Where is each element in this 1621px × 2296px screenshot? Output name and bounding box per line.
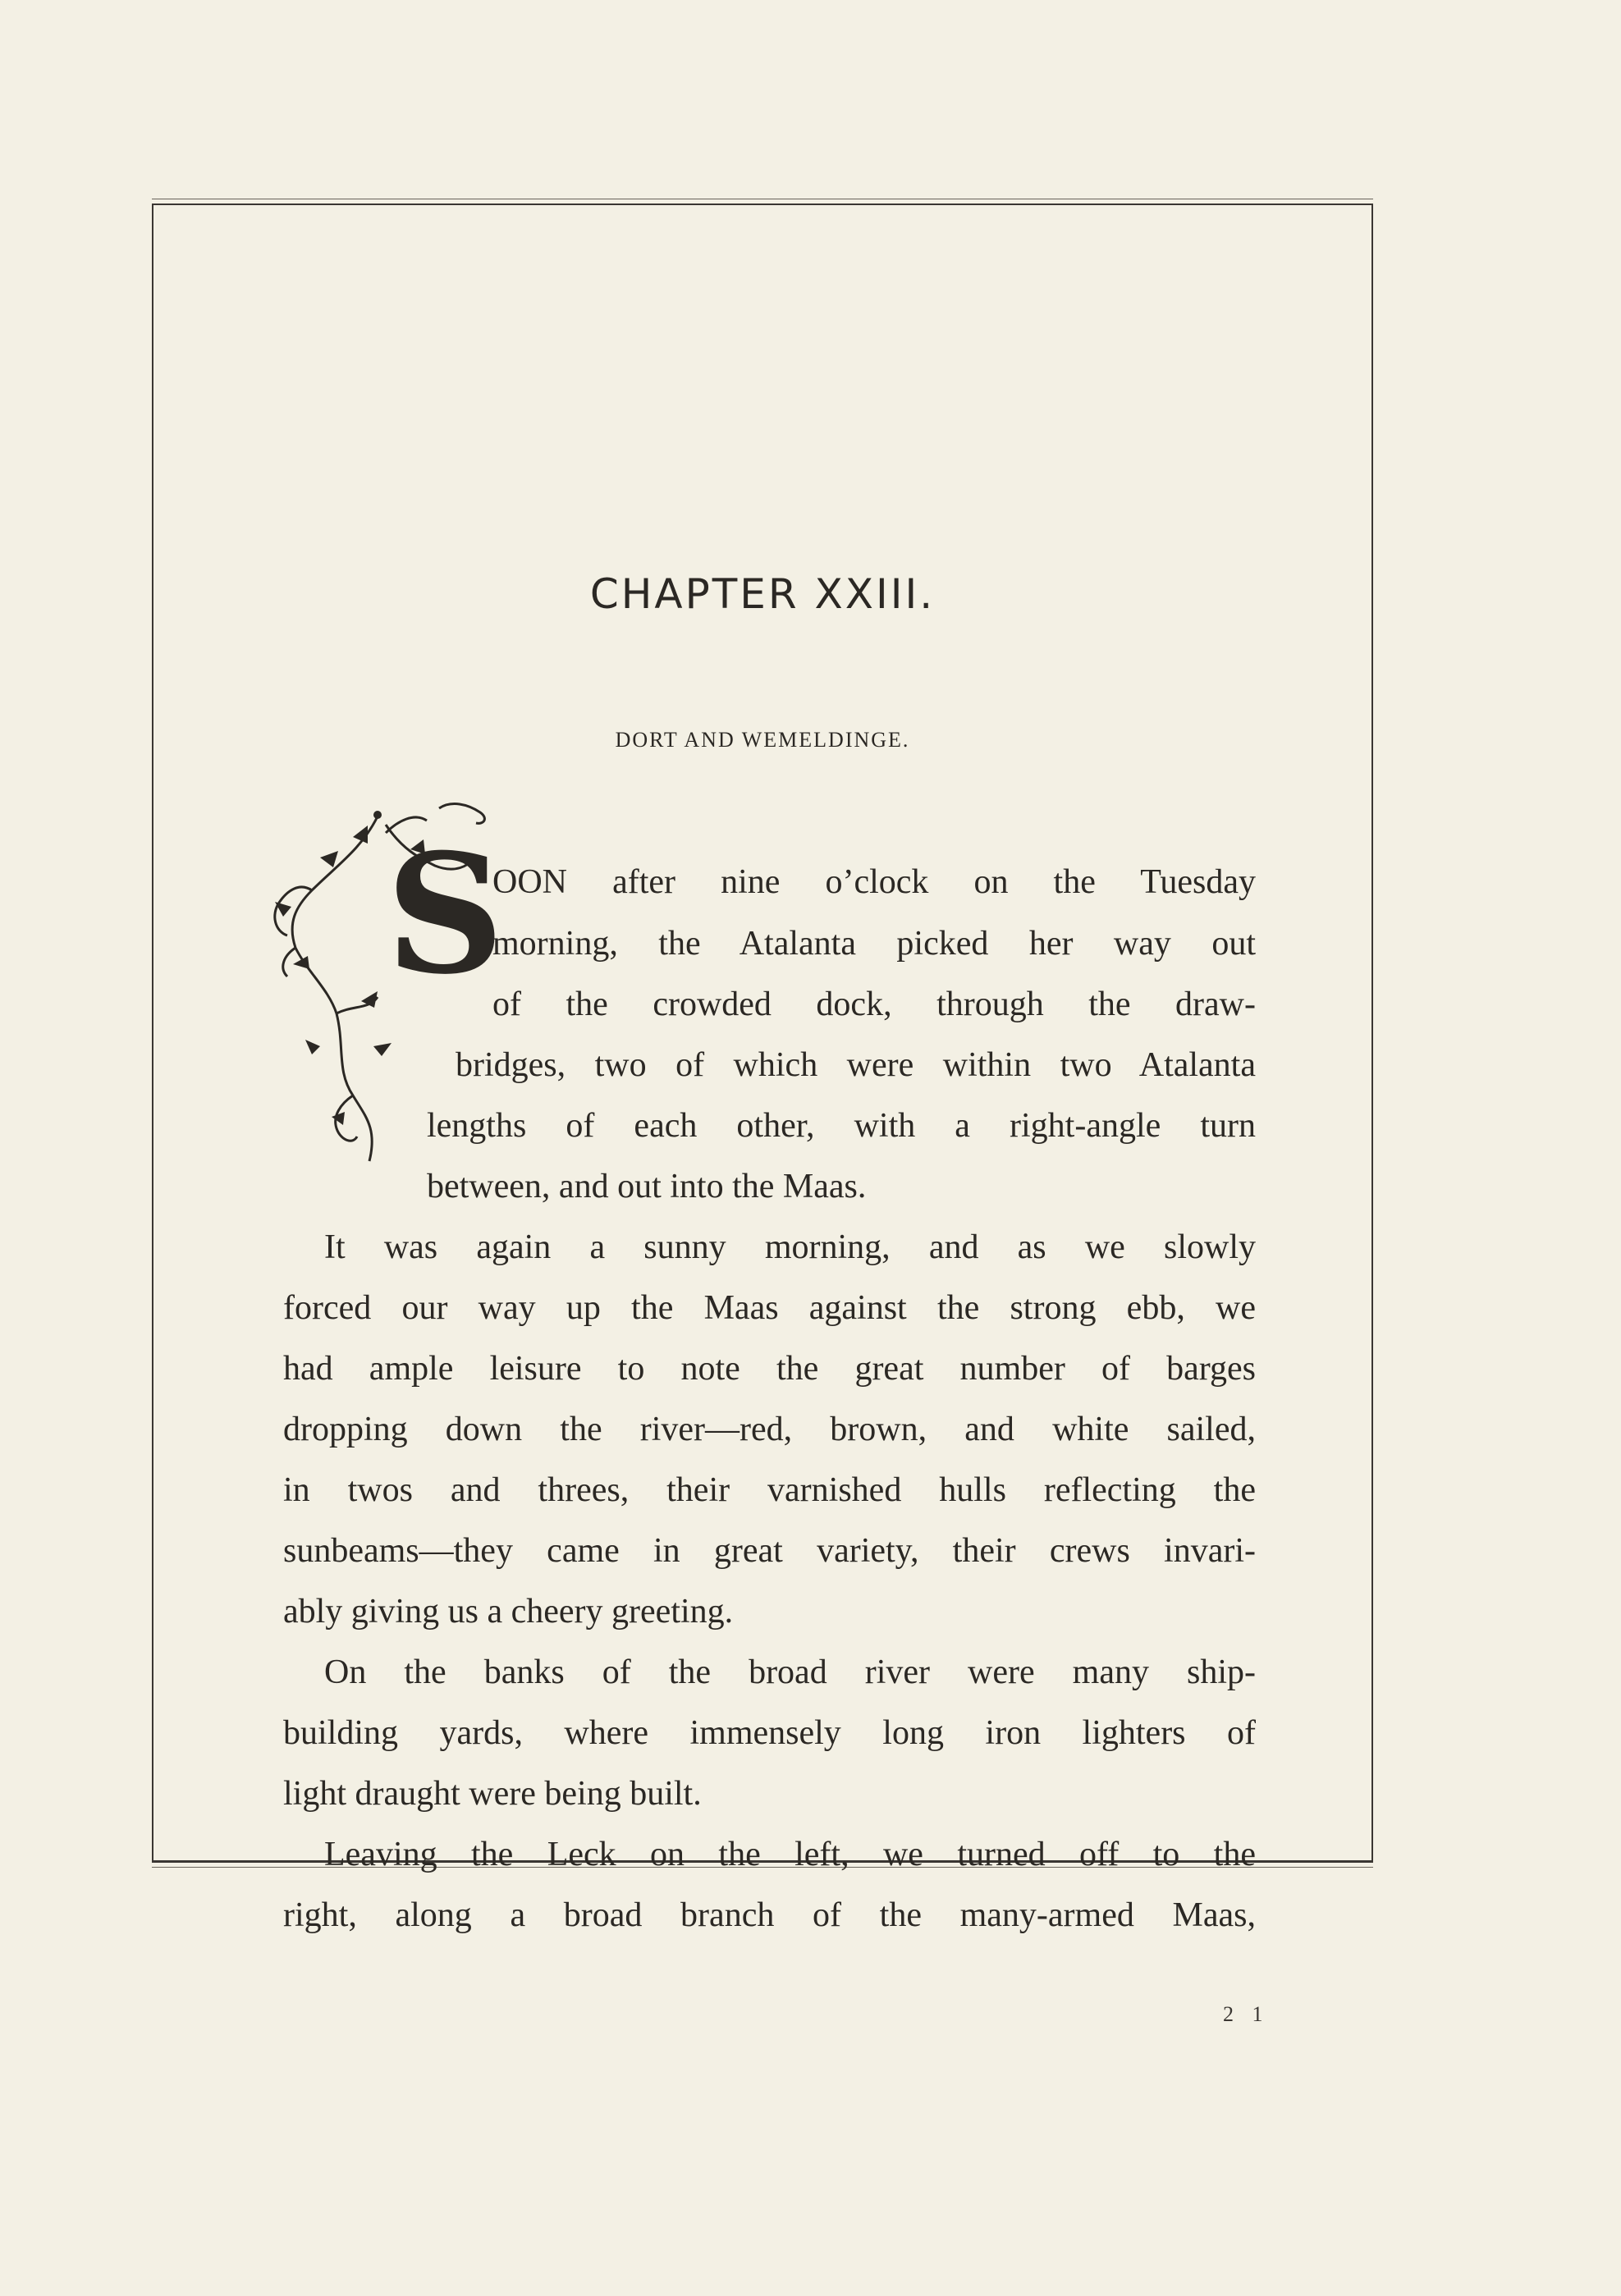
text-line: light draught were being built. xyxy=(283,1775,702,1813)
text-line: forced our way up the Maas against the strong ebb, we xyxy=(283,1289,1256,1327)
text-line: of the crowded dock, through the draw- xyxy=(492,986,1256,1023)
text-line: between, and out into the Maas. xyxy=(427,1168,867,1205)
page-number: 2 1 xyxy=(1223,2002,1270,2026)
text-line: in twos and threes, their varnished hulls reflecting the xyxy=(283,1471,1256,1509)
text-line: morning, the Atalanta picked her way out xyxy=(492,925,1256,963)
text-line: Leaving the Leck on the left, we turned off to the xyxy=(324,1836,1256,1873)
text-line: lengths of each other, with a right-angle turn xyxy=(427,1107,1256,1145)
text-line: sunbeams—they came in great variety, their crews invari- xyxy=(283,1532,1256,1570)
dropcap-ornament xyxy=(263,800,505,1219)
dropcap-letter: S xyxy=(386,818,505,1011)
text-line: right, along a broad branch of the many-armed Maas, xyxy=(283,1896,1256,1934)
text-line: ably giving us a cheery greeting. xyxy=(283,1593,734,1631)
text-line: dropping down the river—red, brown, and white sailed, xyxy=(283,1411,1256,1448)
text-line: On the banks of the broad river were many ship- xyxy=(324,1653,1256,1691)
text-line: building yards, where immensely long iron lighters of xyxy=(283,1714,1256,1752)
text-line: bridges, two of which were within two Atalanta xyxy=(456,1046,1256,1084)
chapter-subtitle: DORT AND WEMELDINGE. xyxy=(615,728,910,752)
text-line: had ample leisure to note the great number of barges xyxy=(283,1350,1256,1388)
text-line: It was again a sunny morning, and as we slowly xyxy=(324,1228,1256,1266)
chapter-title: CHAPTER XXIII. xyxy=(589,570,936,618)
text-line: OON after nine o’clock on the Tuesday xyxy=(492,863,1256,901)
